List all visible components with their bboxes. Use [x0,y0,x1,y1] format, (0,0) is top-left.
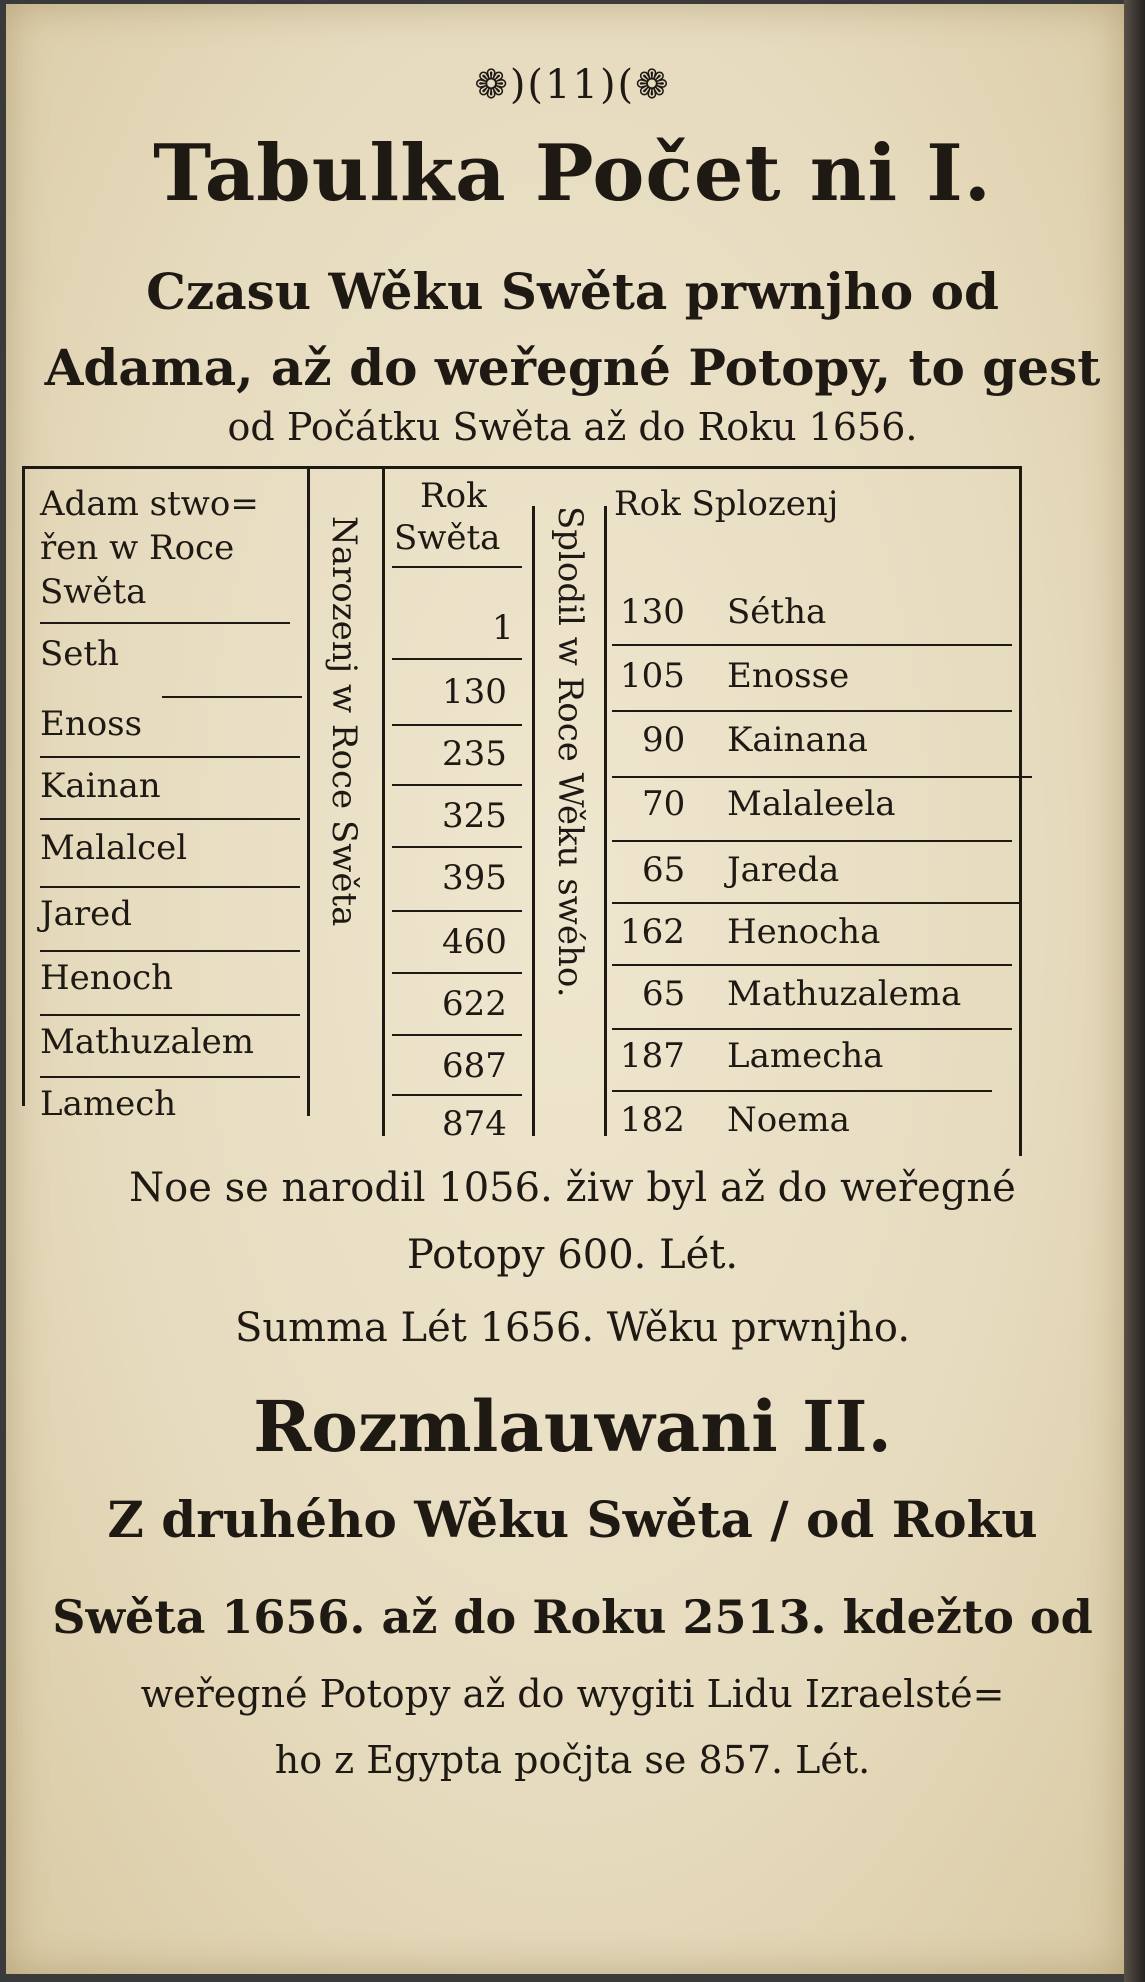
col1-row-rule [40,886,300,888]
col3-header-line-2: Swěta [394,518,501,558]
summa-line: Summa Lét 1656. Wěku prwnjho. [234,1305,911,1351]
col1-row-rule [40,756,300,758]
col5-year-4: 70 [642,784,686,824]
col1-name-8: Lamech [40,1084,177,1124]
col5-name-1: Sétha [727,592,827,632]
col3-year-4: 325 [442,796,507,836]
col1-name-1: Seth [40,634,119,674]
col3-year-8: 687 [442,1046,507,1086]
col5-row-rule [612,840,1012,842]
column-divider-3 [532,506,535,1136]
col3-year-5: 395 [442,858,507,898]
col5-name-7: Mathuzalema [727,974,962,1014]
col3-row-rule [392,784,522,786]
col1-row-rule [40,1076,300,1078]
col5-name-9: Noema [727,1100,850,1140]
col1-name-7: Mathuzalem [40,1022,254,1062]
subtitle-line-2: Adama, až do weřegné Potopy, to gest [44,338,1101,397]
col1-name-6: Henoch [40,958,174,998]
col5-name-4: Malaleela [727,784,896,824]
section-line-3: weřegné Potopy až do wygiti Lidu Izraelsté= [140,1672,1005,1716]
col5-row-rule [612,902,1022,904]
note-line-2: Potopy 600. Lét. [406,1232,739,1278]
col5-row-rule [612,964,1012,966]
col5-name-6: Henocha [727,912,881,952]
col5-year-7: 65 [642,974,686,1014]
page-header: ❁)(11)(❁ [474,62,671,108]
col2-vertical-label: Narozenj w Roce Swěta [324,516,364,927]
col3-row-rule [392,658,522,660]
col5-header: Rok Splozenj [614,484,839,524]
col3-year-2: 130 [442,672,507,712]
col5-row-rule [612,644,1012,646]
table-right-rule [1019,466,1022,1156]
col5-name-8: Lamecha [727,1036,884,1076]
genealogy-table [22,466,1022,1146]
col5-row-rule [612,1028,1012,1030]
col1-header-line-2: řen w Roce [40,528,235,568]
col1-row-rule [162,696,302,698]
col3-row-rule [392,910,522,912]
col1-name-3: Kainan [40,766,161,806]
col3-row-rule [392,1034,522,1036]
col1-header-line-3: Swěta [40,572,147,612]
col1-row-rule [40,622,290,624]
col1-header-line-1: Adam stwo= [40,484,259,524]
section-line-4: ho z Egypta počjta se 857. Lét. [274,1738,871,1782]
col3-header-line-1: Rok [420,476,487,516]
col3-year-7: 622 [442,984,507,1024]
table-top-rule [22,466,1022,469]
table-left-rule [22,466,25,1106]
col1-name-2: Enoss [40,704,143,744]
col5-year-2: 105 [620,656,685,696]
section-title: Rozmlauwani II. [253,1385,892,1468]
col3-year-1: 1 [492,608,514,648]
col3-year-3: 235 [442,734,507,774]
col3-row-rule [392,724,522,726]
subtitle-line-3: od Počátku Swěta až do Roku 1656. [227,405,918,449]
column-divider-1 [307,466,310,1116]
col5-year-6: 162 [620,912,685,952]
col3-year-6: 460 [442,922,507,962]
col4-vertical-label: Splodil w Roce Wěku swého. [550,506,590,998]
col3-row-rule [392,566,522,568]
col5-year-5: 65 [642,850,686,890]
column-divider-2 [382,466,385,1136]
col1-name-4: Malalcel [40,828,188,868]
col5-year-1: 130 [620,592,685,632]
col5-name-3: Kainana [727,720,868,760]
col5-row-rule [612,776,1032,778]
col5-year-8: 187 [620,1036,685,1076]
subtitle-line-1: Czasu Wěku Swěta prwnjho od [146,262,999,321]
col5-year-9: 182 [620,1100,685,1140]
col5-row-rule [612,710,1012,712]
col1-row-rule [40,1014,300,1016]
page-title: Tabulka Počet ni I. [153,128,992,219]
col3-row-rule [392,846,522,848]
column-divider-4 [604,506,607,1136]
col1-row-rule [40,950,300,952]
col1-name-5: Jared [40,894,133,934]
col5-year-3: 90 [642,720,686,760]
section-line-1: Z druhého Wěku Swěta / od Roku [107,1490,1038,1549]
col3-year-9: 874 [442,1104,507,1144]
note-line-1: Noe se narodil 1056. žiw byl až do weřegné [129,1165,1016,1211]
col3-row-rule [392,1094,522,1096]
col3-row-rule [392,972,522,974]
section-line-2: Swěta 1656. až do Roku 2513. kdežto od [52,1590,1093,1644]
col5-name-2: Enosse [727,656,850,696]
col5-name-5: Jareda [727,850,840,890]
col1-row-rule [40,818,300,820]
col5-row-rule [612,1090,992,1092]
